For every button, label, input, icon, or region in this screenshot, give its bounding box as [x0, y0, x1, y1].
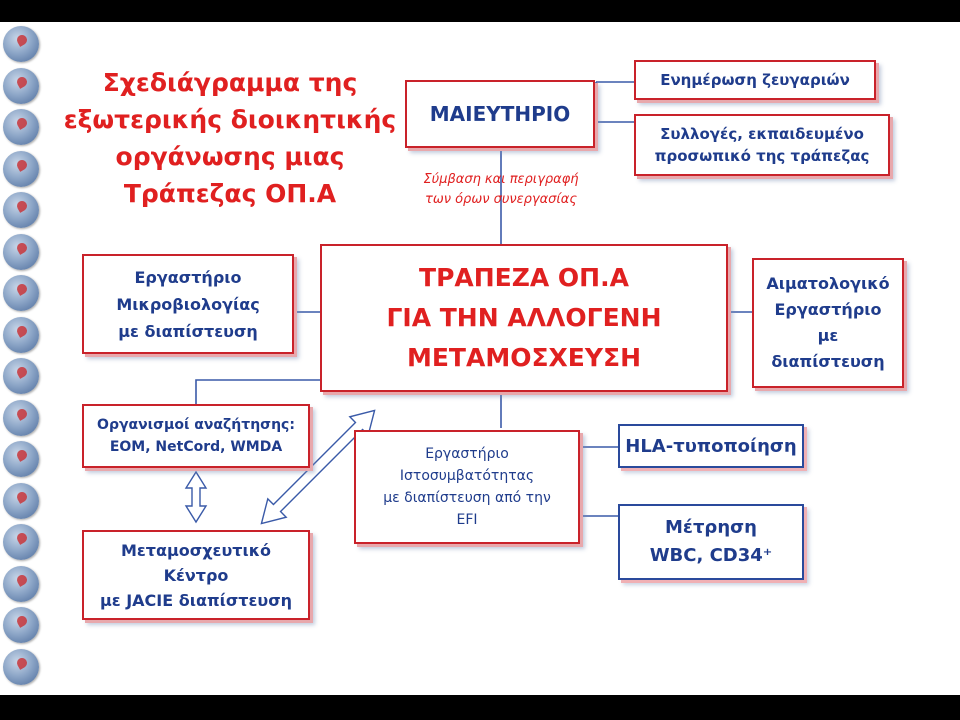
microbiology-box — [82, 254, 294, 354]
registries-label: Οργανισμοί αναζήτησης: EOM, NetCord, WMDA — [97, 417, 295, 455]
page-title: Σχεδιάγραμμα της εξωτερικής διοικητικής οργάνωσης μιας Τράπεζας ΟΠ.Α — [63, 68, 397, 208]
collections-label: Συλλογές, εκπαιδευμένο προσωπικό της τράπεζας — [654, 125, 870, 165]
histocompat-label: Εργαστήριο Ιστοσυμβατότητας με διαπίστευση από την EFI — [383, 446, 551, 528]
maternity-label: ΜΑΙΕΥΤΗΡΙΟ — [429, 102, 571, 126]
collections-box — [634, 114, 890, 176]
maternity-box — [405, 80, 595, 148]
slide — [0, 22, 960, 695]
measurement-box — [618, 504, 804, 580]
connector-bank-registries — [196, 380, 320, 404]
measurement-label: Μέτρηση WBC, CD34⁺ — [649, 517, 773, 566]
bank-label: ΤΡΑΠΕΖΑ ΟΠ.Α ΓΙΑ ΤΗΝ ΑΛΛΟΓΕΝΗ ΜΕΤΑΜΟΣΧΕΥΣΗ — [386, 263, 662, 372]
hla-box — [618, 424, 804, 468]
couples-label: Ενημέρωση ζευγαριών — [660, 71, 850, 89]
hematology-label: Αιματολογικό Εργαστήριο με διαπίστευση — [766, 274, 890, 371]
bank-box — [320, 244, 728, 392]
histocompat-box — [354, 430, 580, 544]
double-arrow-registries-transplant — [186, 472, 206, 522]
hematology-box — [752, 258, 904, 388]
microbiology-label: Εργαστήριο Μικροβιολογίας με διαπίστευση — [116, 267, 260, 341]
transplant-center-box — [82, 530, 310, 620]
hla-label: HLA-τυποποίηση — [625, 435, 797, 457]
contract-caption: Σύμβαση και περιγραφή των όρων συνεργασίας — [423, 172, 579, 207]
transplant-center-label: Μεταμοσχευτικό Κέντρο με JACIE διαπίστευση — [99, 540, 293, 610]
registries-box — [82, 404, 310, 468]
couples-box — [634, 60, 876, 100]
